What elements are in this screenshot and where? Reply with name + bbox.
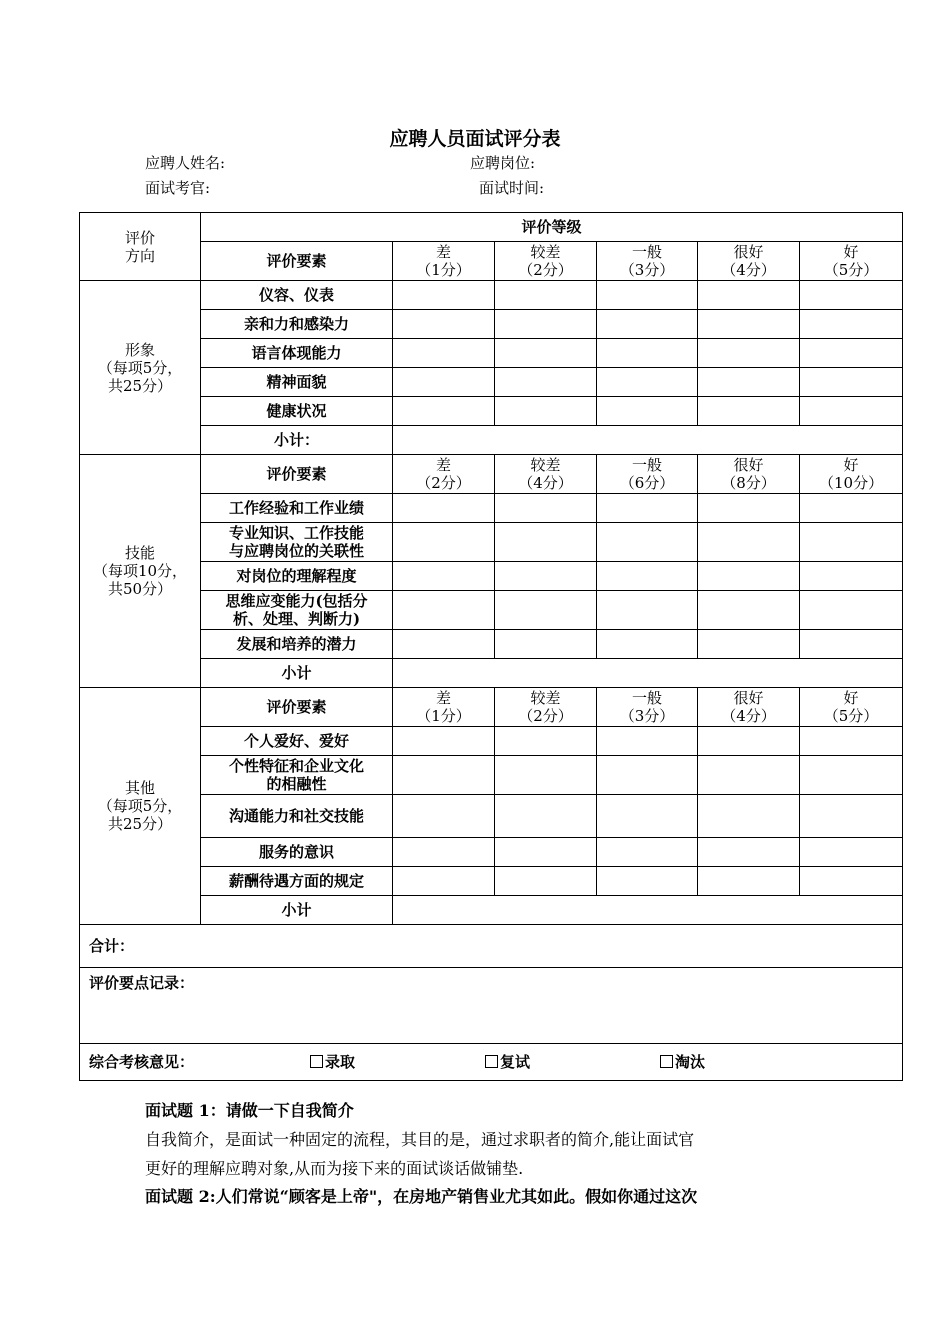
score-cell[interactable] bbox=[597, 727, 698, 756]
direction-header: 评价 方向 bbox=[80, 213, 201, 281]
score-cell[interactable] bbox=[495, 562, 597, 591]
grade-cell: 差 （1分） bbox=[393, 688, 495, 727]
factor-label: 个性特征和企业文化 的相融性 bbox=[201, 756, 393, 795]
section-skill-label: 技能 （每项10分， 共50分） bbox=[80, 455, 201, 688]
score-cell[interactable] bbox=[495, 630, 597, 659]
score-table bbox=[79, 212, 903, 1081]
score-cell[interactable] bbox=[495, 339, 597, 368]
score-cell[interactable] bbox=[495, 591, 597, 630]
interviewer-label: 面试考官: bbox=[145, 179, 211, 197]
score-cell[interactable] bbox=[597, 310, 698, 339]
score-cell[interactable] bbox=[393, 795, 495, 838]
question-1-title: 面试题 1：请做一下自我简介 bbox=[145, 1101, 354, 1120]
grade-cell: 好 （5分） bbox=[800, 242, 903, 281]
opinion-label: 综合考核意见： bbox=[89, 1053, 195, 1071]
notes-row[interactable]: 评价要点记录： bbox=[80, 968, 903, 1044]
score-cell[interactable] bbox=[393, 562, 495, 591]
checkbox-icon[interactable] bbox=[485, 1055, 498, 1068]
score-cell[interactable] bbox=[698, 591, 800, 630]
factor-label: 薪酬待遇方面的规定 bbox=[201, 867, 393, 896]
factor-label: 仪容、仪表 bbox=[201, 281, 393, 310]
question-1-text-line-1: 自我简介，是面试一种固定的流程，其目的是，通过求职者的简介,能让面试官 bbox=[145, 1130, 695, 1149]
score-cell[interactable] bbox=[698, 630, 800, 659]
score-cell[interactable] bbox=[800, 630, 903, 659]
grade-cell: 差 （2分） bbox=[393, 455, 495, 494]
score-cell[interactable] bbox=[495, 867, 597, 896]
opinion-row bbox=[80, 1044, 903, 1081]
score-cell[interactable] bbox=[800, 494, 903, 523]
grade-cell: 较差 （2分） bbox=[495, 242, 597, 281]
score-cell[interactable] bbox=[800, 339, 903, 368]
candidate-name-label: 应聘人姓名: bbox=[145, 154, 226, 172]
factor-label: 语言体现能力 bbox=[201, 339, 393, 368]
subtotal-label: 小计 bbox=[201, 659, 393, 688]
score-cell[interactable] bbox=[597, 494, 698, 523]
score-cell[interactable] bbox=[393, 281, 495, 310]
score-cell[interactable] bbox=[597, 795, 698, 838]
option-reject[interactable]: 淘汰 bbox=[660, 1053, 705, 1071]
grade-cell: 很好 （8分） bbox=[698, 455, 800, 494]
score-cell[interactable] bbox=[597, 523, 698, 562]
factor-header: 评价要素 bbox=[201, 688, 393, 727]
grade-cell: 很好 （4分） bbox=[698, 688, 800, 727]
score-cell[interactable] bbox=[393, 591, 495, 630]
grade-cell: 好 （5分） bbox=[800, 688, 903, 727]
option-admit[interactable]: 录取 bbox=[310, 1053, 485, 1071]
grade-cell: 一般 （3分） bbox=[597, 688, 698, 727]
score-cell[interactable] bbox=[393, 310, 495, 339]
score-cell[interactable] bbox=[698, 281, 800, 310]
grade-cell: 差 （1分） bbox=[393, 242, 495, 281]
score-cell[interactable] bbox=[698, 756, 800, 795]
score-cell[interactable] bbox=[393, 523, 495, 562]
factor-label: 发展和培养的潜力 bbox=[201, 630, 393, 659]
score-cell[interactable] bbox=[597, 397, 698, 426]
score-cell[interactable] bbox=[698, 867, 800, 896]
score-cell[interactable] bbox=[698, 795, 800, 838]
subtotal-cell[interactable] bbox=[393, 896, 903, 925]
score-cell[interactable] bbox=[800, 727, 903, 756]
score-cell[interactable] bbox=[597, 630, 698, 659]
score-cell[interactable] bbox=[495, 838, 597, 867]
factor-label: 专业知识、工作技能 与应聘岗位的关联性 bbox=[201, 523, 393, 562]
score-cell[interactable] bbox=[495, 756, 597, 795]
score-cell[interactable] bbox=[698, 727, 800, 756]
score-cell[interactable] bbox=[495, 795, 597, 838]
factor-label: 工作经验和工作业绩 bbox=[201, 494, 393, 523]
score-cell[interactable] bbox=[597, 339, 698, 368]
section-image-label: 形象 （每项5分， 共25分） bbox=[80, 281, 201, 455]
score-cell[interactable] bbox=[800, 562, 903, 591]
factor-header: 评价要素 bbox=[201, 455, 393, 494]
subtotal-label: 小计 bbox=[201, 896, 393, 925]
score-cell[interactable] bbox=[495, 494, 597, 523]
checkbox-icon[interactable] bbox=[660, 1055, 673, 1068]
score-cell[interactable] bbox=[495, 523, 597, 562]
position-label: 应聘岗位: bbox=[470, 154, 536, 172]
score-cell[interactable] bbox=[800, 591, 903, 630]
score-cell[interactable] bbox=[597, 368, 698, 397]
total-row[interactable]: 合计： bbox=[80, 925, 903, 968]
score-cell[interactable] bbox=[800, 838, 903, 867]
score-cell[interactable] bbox=[698, 494, 800, 523]
score-cell[interactable] bbox=[597, 838, 698, 867]
grade-cell: 一般 （6分） bbox=[597, 455, 698, 494]
factor-label: 沟通能力和社交技能 bbox=[201, 795, 393, 838]
grade-cell: 较差 （4分） bbox=[495, 455, 597, 494]
score-cell[interactable] bbox=[495, 397, 597, 426]
score-cell[interactable] bbox=[800, 281, 903, 310]
score-cell[interactable] bbox=[597, 591, 698, 630]
grade-header: 评价等级 bbox=[201, 213, 903, 242]
factor-label: 服务的意识 bbox=[201, 838, 393, 867]
grade-cell: 一般 （3分） bbox=[597, 242, 698, 281]
score-cell[interactable] bbox=[393, 397, 495, 426]
factor-label: 个人爱好、爱好 bbox=[201, 727, 393, 756]
score-cell[interactable] bbox=[597, 281, 698, 310]
factor-label: 精神面貌 bbox=[201, 368, 393, 397]
factor-label: 对岗位的理解程度 bbox=[201, 562, 393, 591]
score-cell[interactable] bbox=[597, 562, 698, 591]
subtotal-cell[interactable] bbox=[393, 659, 903, 688]
score-cell[interactable] bbox=[495, 368, 597, 397]
option-retest[interactable]: 复试 bbox=[485, 1053, 660, 1071]
grade-cell: 很好 （4分） bbox=[698, 242, 800, 281]
score-cell[interactable] bbox=[800, 310, 903, 339]
score-cell[interactable] bbox=[393, 630, 495, 659]
score-cell[interactable] bbox=[698, 562, 800, 591]
score-cell[interactable] bbox=[393, 339, 495, 368]
score-cell[interactable] bbox=[698, 838, 800, 867]
subtotal-cell[interactable] bbox=[393, 426, 903, 455]
score-cell[interactable] bbox=[495, 727, 597, 756]
grade-cell: 好 （10分） bbox=[800, 455, 903, 494]
question-2-title: 面试题 2:人们常说“顾客是上帝"，在房地产销售业尤其如此。假如你通过这次 bbox=[145, 1187, 698, 1206]
score-cell[interactable] bbox=[800, 795, 903, 838]
question-1-text-line-2: 更好的理解应聘对象,从而为接下来的面试谈话做铺垫. bbox=[145, 1159, 524, 1178]
factor-label: 亲和力和感染力 bbox=[201, 310, 393, 339]
page-title: 应聘人员面试评分表 bbox=[389, 128, 561, 150]
factor-label: 思维应变能力(包括分 析、处理、判断力) bbox=[201, 591, 393, 630]
score-cell[interactable] bbox=[393, 838, 495, 867]
score-cell[interactable] bbox=[495, 281, 597, 310]
score-cell[interactable] bbox=[800, 756, 903, 795]
score-cell[interactable] bbox=[393, 756, 495, 795]
score-cell[interactable] bbox=[597, 867, 698, 896]
score-cell[interactable] bbox=[800, 397, 903, 426]
checkbox-icon[interactable] bbox=[310, 1055, 323, 1068]
score-cell[interactable] bbox=[800, 368, 903, 397]
section-other-label: 其他 （每项5分， 共25分） bbox=[80, 688, 201, 925]
score-cell[interactable] bbox=[698, 523, 800, 562]
score-cell[interactable] bbox=[495, 310, 597, 339]
score-cell[interactable] bbox=[800, 523, 903, 562]
score-cell[interactable] bbox=[393, 368, 495, 397]
score-cell[interactable] bbox=[393, 494, 495, 523]
factor-label: 健康状况 bbox=[201, 397, 393, 426]
score-cell[interactable] bbox=[698, 397, 800, 426]
interview-time-label: 面试时间: bbox=[479, 179, 545, 197]
score-cell[interactable] bbox=[698, 310, 800, 339]
score-cell[interactable] bbox=[393, 867, 495, 896]
factor-header: 评价要素 bbox=[201, 242, 393, 281]
score-cell[interactable] bbox=[393, 727, 495, 756]
score-cell[interactable] bbox=[800, 867, 903, 896]
score-cell[interactable] bbox=[698, 339, 800, 368]
grade-cell: 较差 （2分） bbox=[495, 688, 597, 727]
subtotal-label: 小计： bbox=[201, 426, 393, 455]
score-cell[interactable] bbox=[698, 368, 800, 397]
score-cell[interactable] bbox=[597, 756, 698, 795]
